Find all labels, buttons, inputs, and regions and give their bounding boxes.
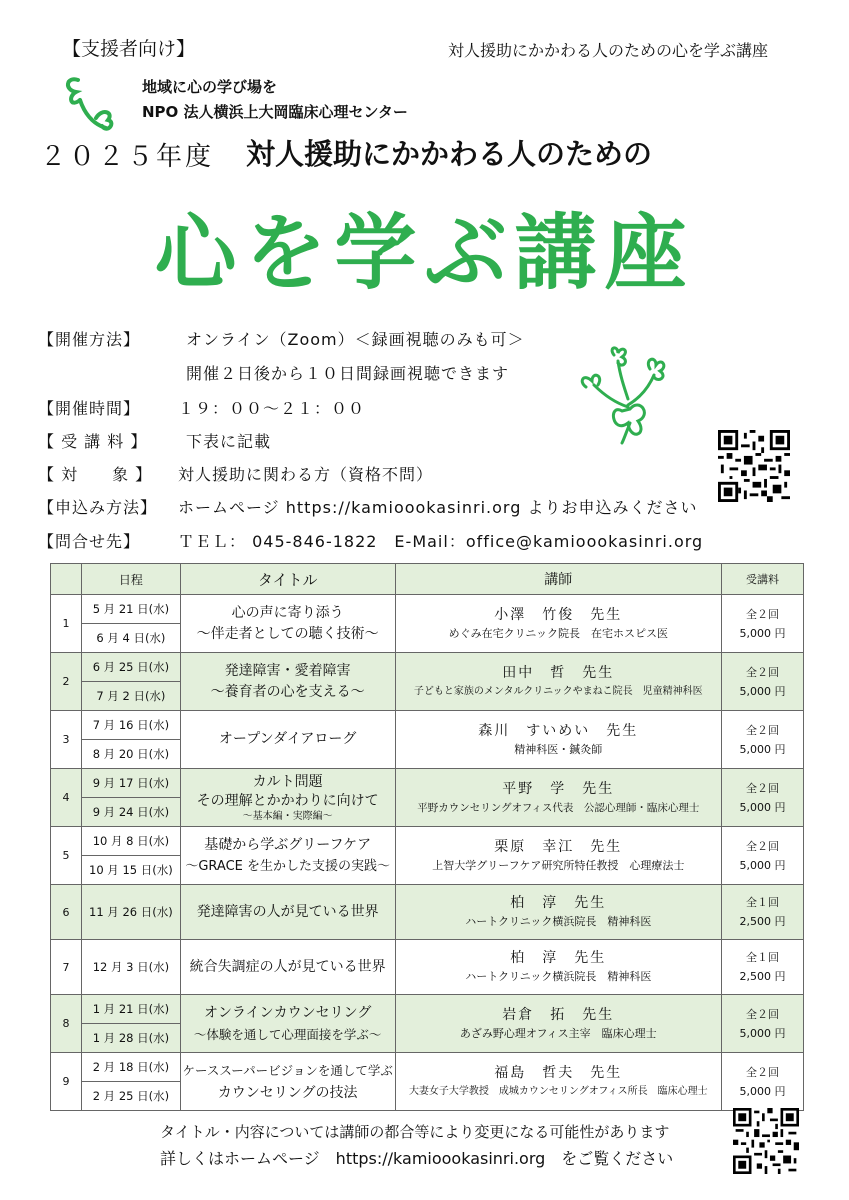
session-date: 7 月 2 日(水) [81, 682, 180, 711]
course-title [180, 595, 395, 653]
fee-cell [722, 885, 804, 940]
lecturer-cell [395, 769, 722, 827]
fee-amount: 2,500 円 [739, 970, 786, 983]
lecturer-cell [395, 595, 722, 653]
session-date: 6 月 4 日(水) [81, 624, 180, 653]
fee-cell [722, 827, 804, 885]
info-label-method: 【開催方法】 [38, 330, 141, 349]
fee-amount: 5,000 円 [739, 626, 786, 640]
fee-cell [722, 595, 804, 653]
lecturer-affiliation: めぐみ在宅クリニック院長 在宅ホスピス医 [448, 626, 668, 640]
title-line: カルト問題 [252, 773, 323, 790]
table-header-row [51, 564, 804, 595]
fee-amount: 5,000 円 [739, 1084, 786, 1098]
row-number: 6 [51, 885, 82, 940]
series-name: 対人援助にかかわる人のための心を学ぶ講座 [448, 41, 769, 60]
fee-cell [722, 711, 804, 769]
lecturer-name: 柏 淳 先生 [510, 895, 607, 911]
subtitle-line1: 地域に心の学び場を [142, 78, 278, 96]
schedule-table [50, 563, 804, 1111]
table-row [51, 711, 804, 740]
info-value-fee: 下表に記載 [186, 432, 272, 451]
lecturer-cell [395, 653, 722, 711]
title-line: ケーススーパービジョンを通して学ぶ [182, 1062, 393, 1078]
year-label: ２０２５年度 [40, 142, 215, 172]
session-count: 全２回 [746, 781, 780, 795]
info-label-fee: 【 受 講 料 】 [38, 432, 148, 451]
session-date: 11 月 26 日(水) [81, 885, 180, 940]
header-lecturer: 講師 [395, 564, 722, 595]
table-row [51, 1053, 804, 1082]
course-title [180, 885, 395, 940]
session-date: 2 月 18 日(水) [81, 1053, 180, 1082]
session-date: 10 月 8 日(水) [81, 827, 180, 856]
lecturer-affiliation: 上智大学グリーフケア研究所特任教授 心理療法士 [432, 858, 685, 872]
lecturer-name: 栗原 幸江 先生 [494, 838, 623, 855]
title-line: ～GRACE を生かした支援の実践～ [185, 858, 390, 874]
row-number: 4 [51, 769, 82, 827]
session-count: 全１回 [746, 896, 780, 909]
row-number: 3 [51, 711, 82, 769]
info-value-recording: 開催２日後から１０日間録画視聴できます [186, 364, 510, 383]
course-title [180, 940, 395, 995]
lecturer-name: 福島 哲夫 先生 [494, 1064, 623, 1081]
info-value-apply: ホームページ https://kamioookasinri.org よりお申込みください [178, 498, 698, 517]
session-date: 9 月 24 日(水) [81, 798, 180, 827]
fee-cell [722, 1053, 804, 1111]
fee-amount: 5,000 円 [739, 1026, 786, 1040]
header-no [51, 564, 82, 595]
lecturer-affiliation: 平野カウンセリングオフィス代表 公認心理師・臨床心理士 [417, 801, 700, 814]
title-line: ～体験を通して心理面接を学ぶ～ [193, 1026, 382, 1042]
info-label-time: 【開催時間】 [38, 399, 141, 418]
lecturer-affiliation: あざみ野心理オフィス主宰 臨床心理士 [459, 1026, 657, 1040]
table-row [51, 885, 804, 940]
fee-cell [722, 995, 804, 1053]
lecturer-name: 岩倉 拓 先生 [502, 1006, 615, 1023]
header-fee: 受講料 [722, 564, 804, 595]
row-number: 5 [51, 827, 82, 885]
session-date: 7 月 16 日(水) [81, 711, 180, 740]
session-date: 6 月 25 日(水) [81, 653, 180, 682]
info-value-contact: ＴＥＬ： 045-846-1822 E-Mail：office@kamioookasinri.org [178, 532, 704, 551]
session-count: 全２回 [746, 723, 780, 737]
lecturer-name: 小澤 竹俊 先生 [494, 606, 623, 623]
course-title [180, 995, 395, 1053]
session-date: 5 月 21 日(水) [81, 595, 180, 624]
info-value-target: 対人援助に関わる方（資格不問） [178, 465, 434, 484]
clover-logo-icon [58, 72, 120, 134]
lecturer-name: 柏 淳 先生 [510, 950, 607, 966]
qr-code-icon[interactable] [733, 1108, 799, 1174]
lecturer-cell [395, 1053, 722, 1111]
title-line: 発達障害・愛着障害 [224, 662, 351, 679]
title-line: オープンダイアローグ [218, 731, 357, 747]
info-value-method: オンライン（Zoom）＜録画視聴のみも可＞ [186, 330, 525, 349]
lecturer-affiliation: 大妻女子大学教授 成城カウンセリングオフィス所長 臨床心理士 [408, 1085, 708, 1097]
clover-decoration-icon [572, 345, 682, 445]
table-row [51, 995, 804, 1024]
table-row [51, 653, 804, 682]
info-label-contact: 【問合せ先】 [38, 532, 141, 551]
organizer-name: NPO 法人横浜上大岡臨床心理センター [142, 103, 408, 121]
table-row [51, 769, 804, 798]
lecturer-affiliation: 精神科医・鍼灸師 [514, 742, 603, 756]
row-number: 2 [51, 653, 82, 711]
fee-amount: 2,500 円 [739, 915, 786, 928]
info-label-target: 【 対 象 】 [38, 465, 153, 484]
session-date: 8 月 20 日(水) [81, 740, 180, 769]
lecturer-cell [395, 940, 722, 995]
session-date: 10 月 15 日(水) [81, 856, 180, 885]
title-subnote: ～基本編・実際編～ [242, 810, 333, 822]
table-row [51, 595, 804, 624]
title-line: 心の声に寄り添う [231, 604, 344, 621]
title-line: その理解とかかわりに向けて [196, 792, 379, 809]
row-number: 9 [51, 1053, 82, 1111]
course-title [180, 1053, 395, 1111]
session-count: 全２回 [746, 665, 780, 679]
fee-cell [722, 653, 804, 711]
session-date: 1 月 21 日(水) [81, 995, 180, 1024]
row-number: 1 [51, 595, 82, 653]
fee-amount: 5,000 円 [739, 800, 786, 814]
title-line: 基礎から学ぶグリーフケア [204, 836, 372, 853]
title-line: 発達障害の人が見ている世界 [196, 903, 379, 920]
header-title: タイトル [180, 564, 395, 595]
lecturer-cell [395, 827, 722, 885]
header-date: 日程 [81, 564, 180, 595]
session-count: 全２回 [746, 839, 780, 853]
fee-cell [722, 940, 804, 995]
headline: 対人援助にかかわる人のための [246, 137, 653, 171]
fee-amount: 5,000 円 [739, 858, 786, 872]
change-notice: タイトル・内容については講師の都合等により変更になる可能性があります [160, 1123, 670, 1141]
session-count: 全１回 [746, 951, 780, 964]
course-title [180, 827, 395, 885]
row-number: 8 [51, 995, 82, 1053]
lecturer-cell [395, 995, 722, 1053]
table-row [51, 827, 804, 856]
info-label-apply: 【申込み方法】 [38, 498, 158, 517]
title-line: ～伴走者としての聴く技術～ [196, 625, 379, 642]
lecturer-affiliation: ハートクリニック横浜院長 精神科医 [465, 970, 652, 983]
session-date: 9 月 17 日(水) [81, 769, 180, 798]
title-line: オンラインカウンセリング [204, 1004, 372, 1021]
table-row [51, 940, 804, 995]
lecturer-cell [395, 885, 722, 940]
session-date: 12 月 3 日(水) [81, 940, 180, 995]
lecturer-name: 森川 すいめい 先生 [478, 722, 639, 739]
course-title [180, 769, 395, 827]
website-notice: 詳しくはホームページ https://kamioookasinri.org をご覧ください [160, 1149, 674, 1168]
title-line: カウンセリングの技法 [217, 1084, 358, 1101]
lecturer-cell [395, 711, 722, 769]
info-value-time: １９：００～２１：００ [178, 399, 366, 418]
main-title: 心を学ぶ講座 [154, 206, 695, 301]
session-count: 全２回 [746, 607, 780, 621]
title-line: 統合失調症の人が見ている世界 [189, 958, 386, 975]
session-date: 2 月 25 日(水) [81, 1082, 180, 1111]
lecturer-affiliation: 子どもと家族のメンタルクリニックやまねこ院長 児童精神科医 [413, 685, 703, 697]
qr-code-icon[interactable] [718, 430, 790, 502]
session-count: 全２回 [746, 1065, 780, 1079]
session-date: 1 月 28 日(水) [81, 1024, 180, 1053]
lecturer-name: 平野 学 先生 [502, 780, 615, 797]
audience-tag: 【支援者向け】 [62, 38, 196, 60]
fee-amount: 5,000 円 [739, 684, 786, 698]
course-title [180, 711, 395, 769]
course-title [180, 653, 395, 711]
row-number: 7 [51, 940, 82, 995]
lecturer-name: 田中 哲 先生 [502, 664, 615, 681]
title-line: ～養育者の心を支える～ [210, 683, 365, 700]
lecturer-affiliation: ハートクリニック横浜院長 精神科医 [465, 915, 652, 928]
fee-amount: 5,000 円 [739, 742, 786, 756]
fee-cell [722, 769, 804, 827]
session-count: 全２回 [746, 1007, 780, 1021]
